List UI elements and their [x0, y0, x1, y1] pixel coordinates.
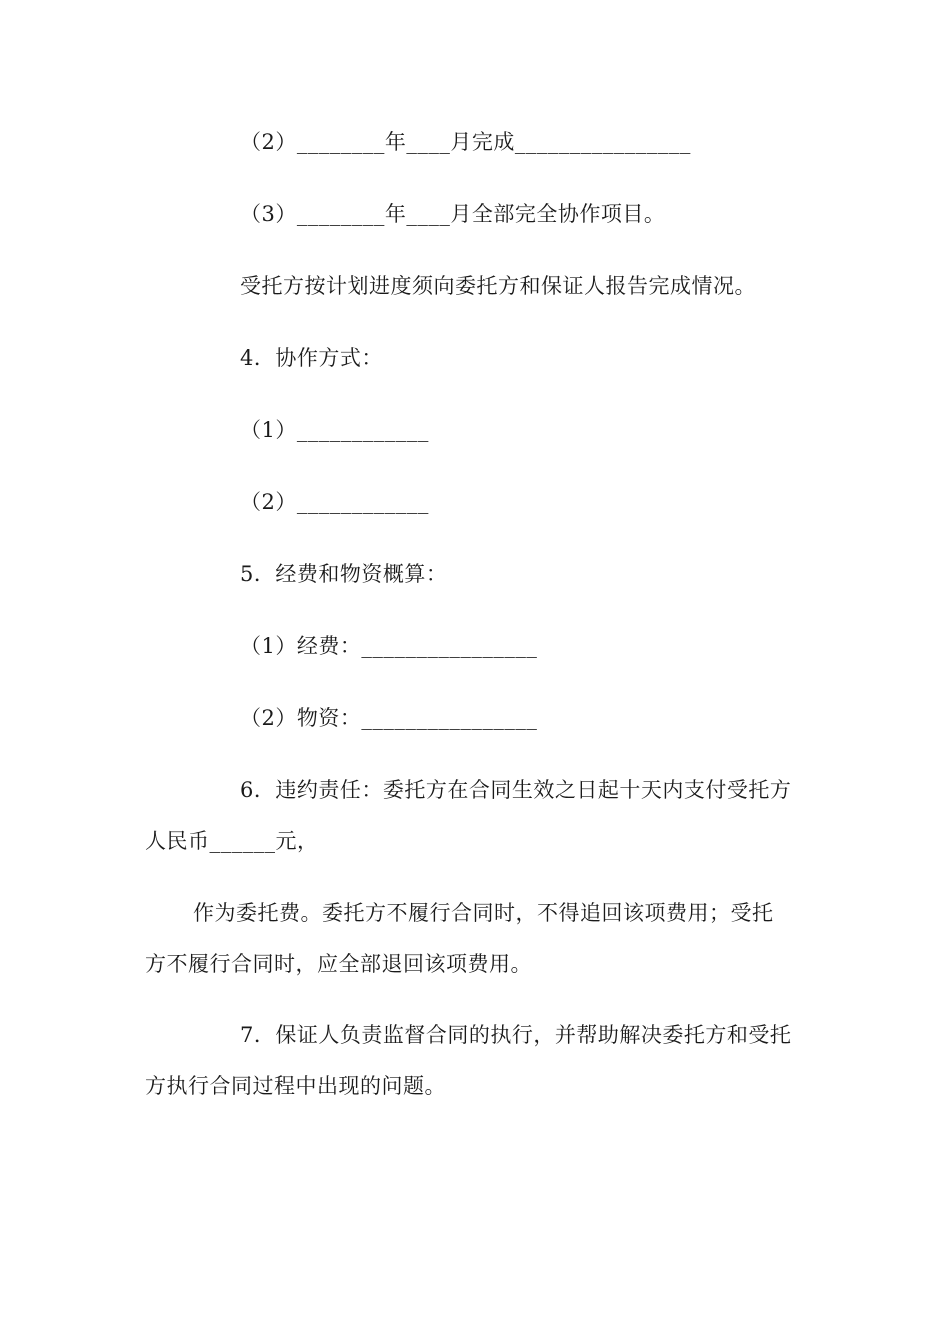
section-heading-guarantor: 7．保证人负责监督合同的执行，并帮助解决委托方和受托: [240, 1023, 792, 1047]
section-heading-budget: 5．经费和物资概算：: [240, 562, 448, 586]
text-line-progress-report: 受托方按计划进度须向委托方和保证人报告完成情况。: [240, 274, 756, 298]
text-line-guarantor-cont: 方执行合同过程中出现的问题。: [145, 1074, 446, 1098]
section-heading-liability: 6．违约责任：委托方在合同生效之日起十天内支付受托方: [240, 778, 792, 802]
text-line-budget-funds: （1）经费：________________: [240, 634, 538, 658]
text-line-liability-fee: 作为委托费。委托方不履行合同时，不得追回该项费用；受托: [193, 901, 774, 925]
text-line-schedule-2: （2）________年____月完成________________: [240, 130, 691, 154]
section-heading-cooperation: 4．协作方式：: [240, 346, 383, 370]
text-line-liability-amount: 人民币______元，: [145, 829, 319, 853]
text-line-liability-refund: 方不履行合同时，应全部退回该项费用。: [145, 952, 532, 976]
text-line-schedule-3: （3）________年____月全部完全协作项目。: [240, 202, 666, 226]
text-line-cooperation-2: （2）____________: [240, 490, 429, 514]
text-line-cooperation-1: （1）____________: [240, 418, 429, 442]
text-line-budget-materials: （2）物资：________________: [240, 706, 538, 730]
